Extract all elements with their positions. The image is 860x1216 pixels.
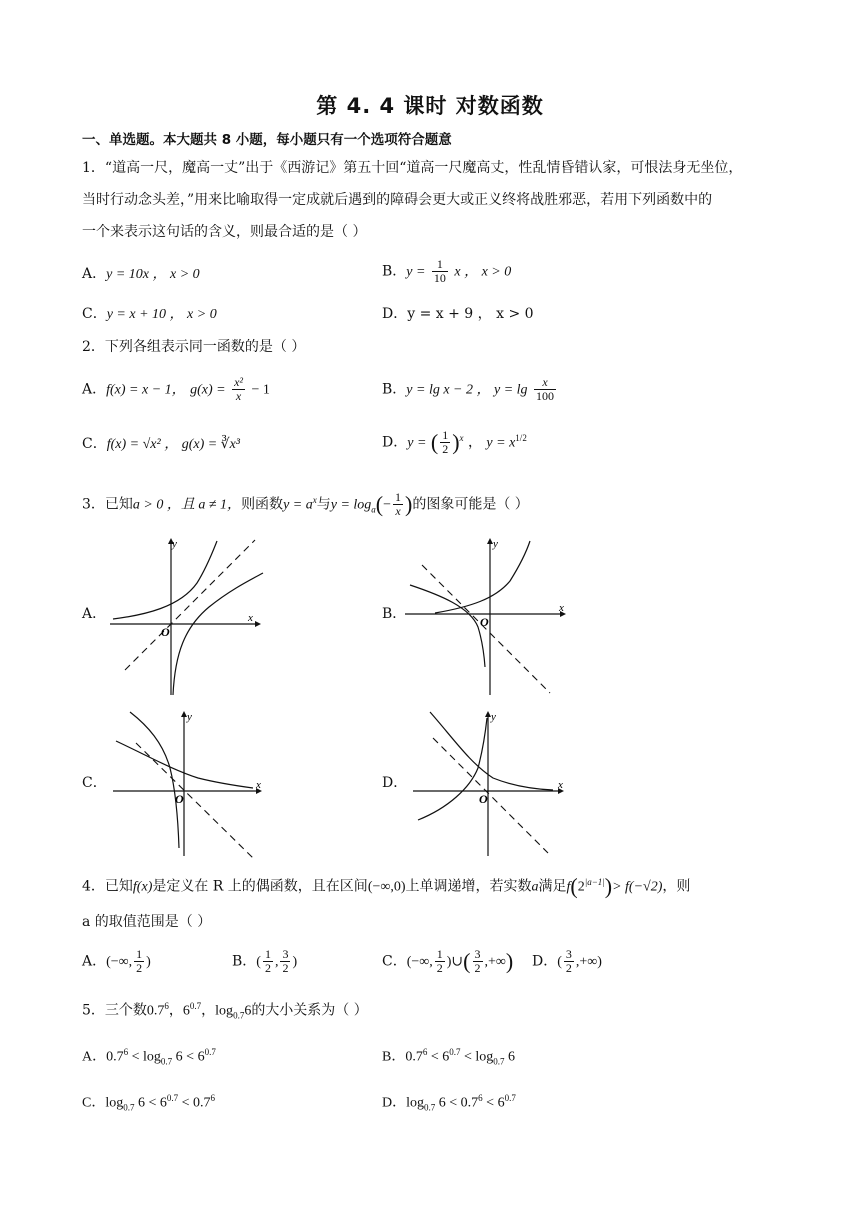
q5-option-d: D．$\log_{0.7} 6 < 0.7^6 < 6^{0.7}$ [382, 1093, 516, 1113]
page-title: 第 4. 4 课时 对数函数 [316, 94, 544, 118]
q2-option-b: B．y = lg x − 2 ， y = lg $\frac{x}{100}$ [382, 375, 555, 403]
origin-label: O [480, 615, 489, 629]
axis-x-label: x [248, 612, 253, 624]
graph-c [108, 708, 268, 858]
q1-option-b: B．y = $\frac{1}{10}$ x ， x > 0 [382, 257, 512, 285]
graph-d [408, 708, 570, 858]
q2-option-d: D．y = ( $\frac{1}{2}$ )$^x$ ， $y = x^{1/2}$ [382, 428, 527, 457]
q4-line-2: a 的取值范围是（ ） [82, 914, 212, 930]
origin-label: O [479, 792, 488, 806]
q1-option-a: A．y = 10x ， x > 0 [82, 266, 200, 282]
origin-label: O [161, 625, 170, 639]
q5-option-a: A．$0.7^6 < \log_{0.7} 6 < 6^{0.7}$ [82, 1047, 216, 1067]
q1-line-1: 1．“道高一尺，魔高一丈”出于《西游记》第五十回“道高一尺魔高丈，性乱情昏错认家，可恨法身无坐位， [82, 160, 743, 176]
axis-x-label: x [559, 602, 564, 614]
axis-x-label: x [256, 779, 261, 791]
q2-option-a: A．f(x) = x − 1， g(x) = $\frac{\text{x²}}{x}$ − 1 [82, 375, 270, 403]
graph-a [105, 535, 265, 700]
q4-line-1: 4．已知f(x)是定义在 R 上的偶函数，且在区间(−∞,0)上单调递增，若实数a满足$f(2^{|a-1|})> f(-√2)$，则 [82, 873, 691, 899]
q4-option-d: D．( $\frac{3}{2}$ ,+∞) [532, 947, 602, 975]
axis-y-label: y [491, 711, 496, 723]
q3-stem: 3．已知a > 0 ，且 a ≠ 1，则函数$y = a^x$与$y = \log_a(-$ $\frac{1}{x}$ )的图象可能是（ ） [82, 490, 529, 519]
q5-stem: 5．三个数$0.7^6$，$6^{0.7}$，$\log_{0.7}6$的大小关系为（ ） [82, 1001, 368, 1021]
q4-option-a: A．(−∞, $\frac{1}{2}$ ) [82, 947, 151, 975]
q3-label-c: C． [82, 775, 107, 791]
q3-label-d: D． [382, 775, 408, 791]
q1-line-2: 当时行动念头差，”用来比喻取得一定成就后遇到的障碍会更大或正义终将战胜邪恶，若用下列函数中的 [82, 192, 713, 208]
q2-option-c: C．f(x) = √x² ， g(x) = ∛x³ [82, 436, 241, 452]
q4-option-b: B．( $\frac{1}{2}$ , $\frac{3}{2}$ ) [232, 947, 298, 975]
q5-option-b: B．$0.7^6 < 6^{0.7} < \log_{0.7} 6$ [382, 1047, 516, 1067]
axis-y-label: y [493, 538, 498, 550]
axis-y-label: y [172, 538, 177, 550]
q1-line-3: 一个来表示这句话的含义，则最合适的是（ ） [82, 224, 367, 240]
q1-option-d: D．y = x + 9 ， x > 0 [382, 306, 534, 322]
q3-label-b: B． [382, 606, 407, 622]
section-heading: 一、单选题。本大题共 8 小题，每小题只有一个选项符合题意 [82, 132, 452, 148]
axis-x-label: x [558, 779, 563, 791]
origin-label: O [175, 792, 184, 806]
axis-y-label: y [187, 711, 192, 723]
q5-option-c: C．$\log_{0.7} 6 < 6^{0.7} < 0.7^6$ [82, 1093, 216, 1113]
q4-option-c: C．(−∞, $\frac{1}{2}$ )∪( $\frac{3}{2}$ ,+∞) [382, 947, 514, 975]
q1-option-c: C．y = x + 10 ， x > 0 [82, 306, 217, 322]
q2-stem: 2．下列各组表示同一函数的是（ ） [82, 339, 306, 355]
graph-b [400, 535, 570, 700]
q3-label-a: A． [82, 606, 107, 622]
